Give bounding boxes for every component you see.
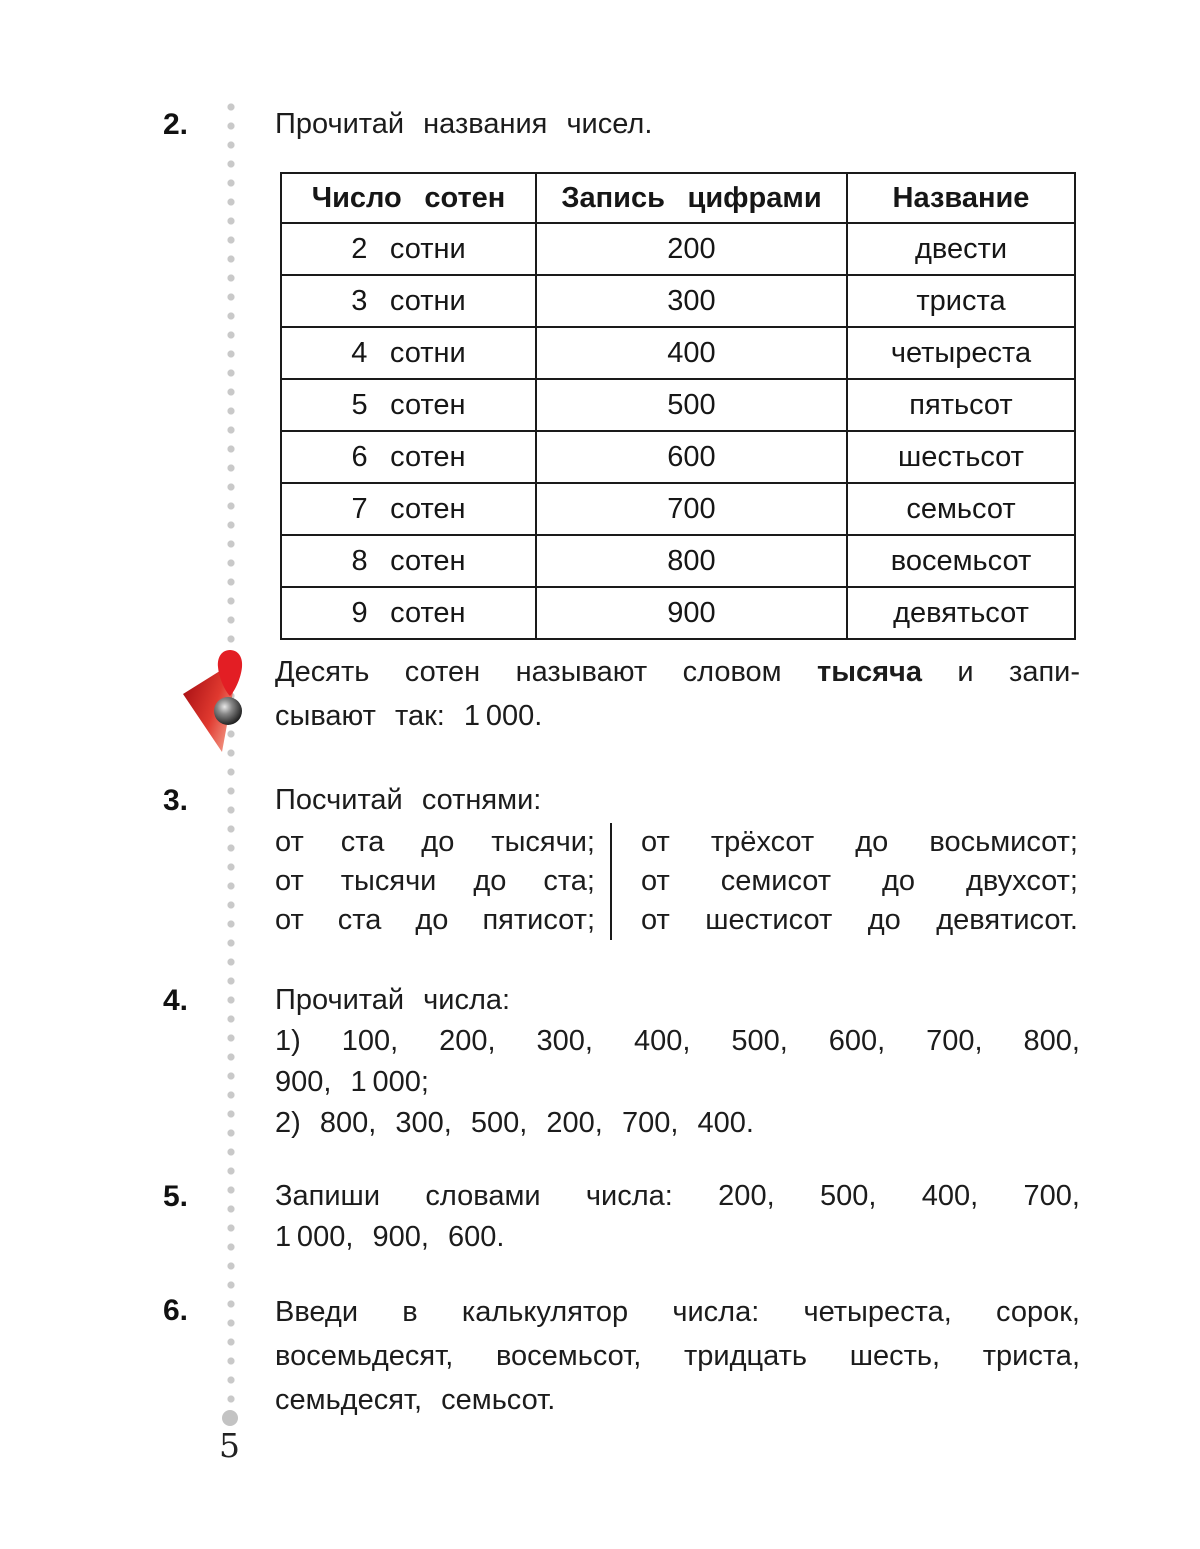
exercise-3-right-column: [641, 823, 1078, 940]
table-cell: 200: [536, 223, 847, 275]
table-row: [281, 587, 1075, 639]
list-item: от семисот до двухсот;: [641, 865, 1078, 897]
table-cell: 5 сотен: [281, 379, 536, 431]
table-cell: 800: [536, 535, 847, 587]
table-header-row: [281, 173, 1075, 223]
margin-end-dot: [222, 1410, 238, 1426]
exercise-6-line-1: Введи в калькулятор числа: четыреста, сорок,: [275, 1296, 1080, 1328]
list-item: от ста до пятисот;: [275, 904, 595, 936]
table-cell: 7 сотен: [281, 483, 536, 535]
column-divider: [610, 823, 612, 940]
exercise-2-number: 2.: [163, 108, 189, 141]
table-cell: семьсот: [847, 483, 1075, 535]
note-line-2: сывают так: 1 000.: [275, 700, 543, 732]
table-cell: шестьсот: [847, 431, 1075, 483]
exercise-3: [275, 780, 1080, 940]
list-item: от трёхсот до восьмисот;: [641, 826, 1078, 858]
exercise-4-line-2: 900, 1 000;: [275, 1066, 429, 1098]
table-cell: триста: [847, 275, 1075, 327]
exercise-6-line-3: семьдесят, семьсот.: [275, 1384, 556, 1416]
important-note-icon: [182, 648, 256, 760]
table-row: [281, 327, 1075, 379]
table-cell: 3 сотни: [281, 275, 536, 327]
hundreds-table: [280, 172, 1076, 640]
table-cell: двести: [847, 223, 1075, 275]
list-item: от ста до тысячи;: [275, 826, 595, 858]
exercise-6-line-2: восемьдесят, восемьсот, тридцать шесть, триста,: [275, 1340, 1080, 1372]
note-text: [275, 650, 1080, 738]
table-cell: пятьсот: [847, 379, 1075, 431]
exercise-3-number: 3.: [163, 784, 189, 817]
table-cell: 400: [536, 327, 847, 379]
page-number: 5: [219, 1426, 240, 1465]
table-cell: 9 сотен: [281, 587, 536, 639]
table-row: [281, 379, 1075, 431]
table-cell: 2 сотни: [281, 223, 536, 275]
table-header-digits: Запись цифрами: [536, 173, 847, 223]
exercise-4: [275, 980, 1080, 1144]
exercise-4-line-1: 1) 100, 200, 300, 400, 500, 600, 700, 800,: [275, 1025, 1080, 1057]
table-row: [281, 483, 1075, 535]
table-cell: 900: [536, 587, 847, 639]
table-cell: 8 сотен: [281, 535, 536, 587]
exercise-4-prompt: Прочитай числа:: [275, 984, 511, 1016]
list-item: от тысячи до ста;: [275, 865, 595, 897]
table-cell: 4 сотни: [281, 327, 536, 379]
note-line-1: [275, 650, 1080, 694]
note-line1-suffix: и запи-: [957, 656, 1081, 688]
exercise-5-line-2: 1 000, 900, 600.: [275, 1221, 505, 1253]
table-cell: 500: [536, 379, 847, 431]
note-keyword: тысяча: [817, 656, 922, 688]
table-cell: восемьсот: [847, 535, 1075, 587]
note-line1-prefix: Десять сотен называют словом: [275, 656, 782, 688]
exercise-6-number: 6.: [163, 1294, 189, 1327]
exercise-3-left-column: [275, 823, 595, 940]
exercise-6: [275, 1290, 1080, 1422]
table-header-name: Название: [847, 173, 1075, 223]
table-cell: 300: [536, 275, 847, 327]
table-cell: четыреста: [847, 327, 1075, 379]
table-row: [281, 223, 1075, 275]
exercise-5: [275, 1176, 1080, 1258]
exercise-3-columns: [275, 823, 1080, 940]
table-cell: 600: [536, 431, 847, 483]
table-cell: девятьсот: [847, 587, 1075, 639]
table-cell: 700: [536, 483, 847, 535]
exercise-3-prompt: Посчитай сотнями:: [275, 784, 542, 816]
exercise-4-number: 4.: [163, 984, 189, 1017]
exercise-5-number: 5.: [163, 1180, 189, 1213]
list-item: от шестисот до девятисот.: [641, 904, 1078, 936]
exercise-2-prompt: Прочитай названия чисел.: [275, 108, 653, 140]
table-row: [281, 535, 1075, 587]
exercise-4-line-3: 2) 800, 300, 500, 200, 700, 400.: [275, 1107, 754, 1139]
table-row: [281, 431, 1075, 483]
table-cell: 6 сотен: [281, 431, 536, 483]
exercise-5-line-1: Запиши словами числа: 200, 500, 400, 700,: [275, 1180, 1080, 1212]
table-row: [281, 275, 1075, 327]
table-header-hundreds-count: Число сотен: [281, 173, 536, 223]
